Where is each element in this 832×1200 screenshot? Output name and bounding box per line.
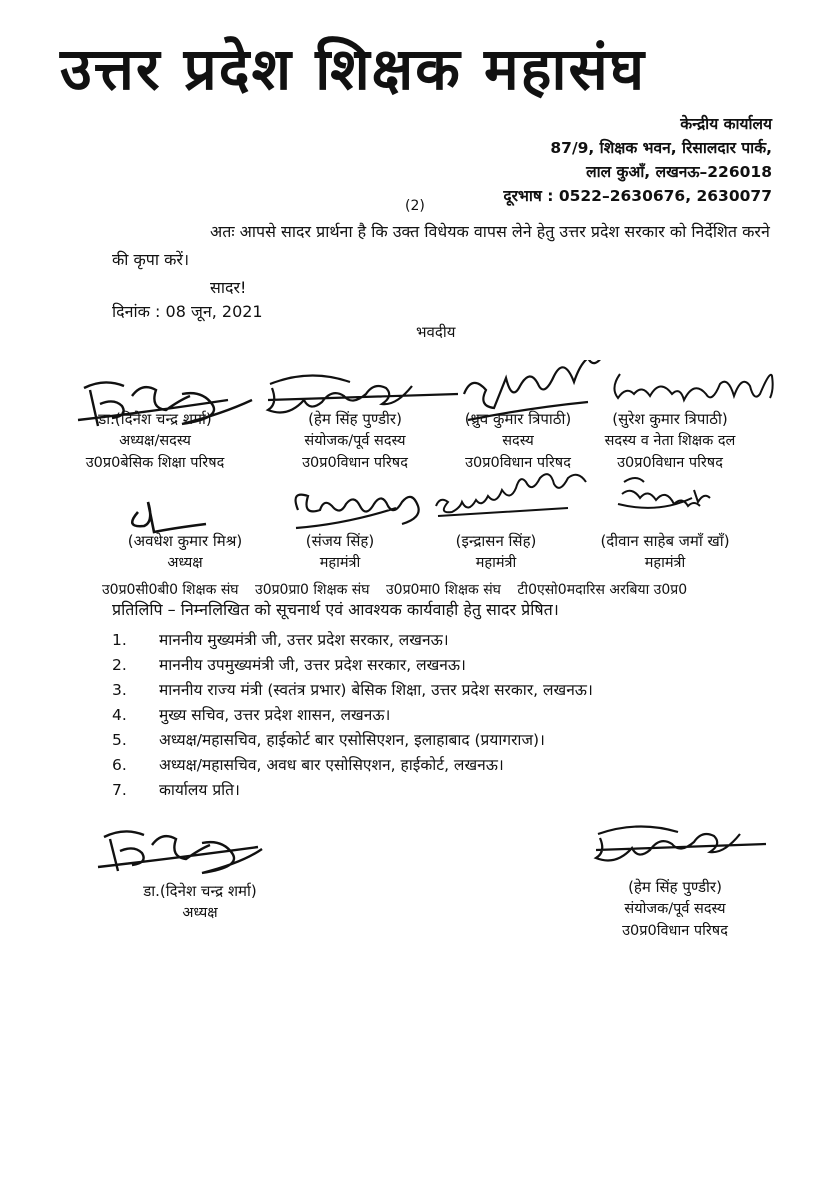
- footer-signatory-right: [575, 876, 775, 942]
- copy-to-list: [112, 628, 593, 803]
- signatory-role: अध्यक्ष: [182, 905, 218, 921]
- signatory-card: [570, 408, 770, 474]
- signatory-name: (हेम सिंह पुण्डीर): [628, 878, 722, 896]
- signatory-role: संयोजक/पूर्व सदस्य: [304, 433, 406, 449]
- item-text: माननीय मुख्यमंत्री जी, उत्तर प्रदेश सरकार, लखनऊ।: [159, 631, 449, 649]
- signatory-role: महामंत्री: [644, 555, 686, 571]
- signatory-org: उ0प्र0सी0बी0 शिक्षक संघ: [102, 582, 239, 598]
- signatory-card: [55, 408, 255, 474]
- signature-diwan: [618, 478, 710, 508]
- signatory-name: (संजय सिंह): [305, 532, 375, 550]
- signatory-name: (ध्रुव कुमार त्रिपाठी): [464, 410, 572, 428]
- signature-sanjay: [296, 495, 419, 528]
- body-paragraph: [112, 218, 772, 274]
- item-number: 2.: [112, 656, 127, 674]
- signature-avadhesh: [132, 502, 206, 532]
- item-number: 6.: [112, 756, 127, 774]
- signatory-org: टी0एसो0मदारिस अरबिया उ0प्र0: [517, 582, 688, 598]
- signature-indrasan: [436, 474, 586, 516]
- signatory-name: (अवधेश कुमार मिश्र): [127, 532, 243, 550]
- signatory-org-line: [102, 580, 699, 599]
- list-item: [112, 778, 593, 803]
- list-item: [112, 678, 593, 703]
- item-number: 7.: [112, 781, 127, 799]
- signatory-name: (इन्द्रासन सिंह): [455, 532, 537, 550]
- item-text: माननीय उपमुख्यमंत्री जी, उत्तर प्रदेश सरकार, लखनऊ।: [159, 656, 466, 674]
- item-number: 4.: [112, 706, 127, 724]
- letterhead-title: उत्तर प्रदेश शिक्षक महासंघ: [60, 35, 646, 103]
- signatory-role: सदस्य: [502, 433, 534, 449]
- item-text: अध्यक्ष/महासचिव, अवध बार एसोसिएशन, हाईकोर्ट, लखनऊ।: [159, 756, 504, 774]
- signatory-org: उ0प्र0विधान परिषद: [617, 455, 723, 471]
- footer-signature-left: [90, 815, 270, 885]
- signature-hem-singh: [268, 375, 458, 412]
- office-address: [503, 112, 772, 208]
- signatory-role: अध्यक्ष: [167, 555, 203, 571]
- item-text: मुख्य सचिव, उत्तर प्रदेश शासन, लखनऊ।: [159, 706, 391, 724]
- signatory-role: महामंत्री: [475, 555, 517, 571]
- yours-faithfully: भवदीय: [416, 323, 456, 341]
- signatory-name: डा.(दिनेश चन्द्र शर्मा): [143, 882, 257, 900]
- signatory-role: संयोजक/पूर्व सदस्य: [624, 901, 726, 917]
- signatory-org: उ0प्र0बेसिक शिक्षा परिषद: [85, 455, 225, 471]
- signatory-org: उ0प्र0विधान परिषद: [465, 455, 571, 471]
- page-number: (2): [405, 198, 425, 214]
- signatory-role: सदस्य व नेता शिक्षक दल: [604, 433, 736, 449]
- item-number: 1.: [112, 631, 127, 649]
- signatory-name: (दीवान साहेब जमाँ खाँ): [600, 532, 730, 550]
- list-item: [112, 703, 593, 728]
- closing: सादर!: [210, 278, 247, 297]
- copy-to-heading: प्रतिलिपि – निम्नलिखित को सूचनार्थ एवं आवश्यक कार्यवाही हेतु सादर प्रेषित।: [112, 600, 559, 619]
- office-line: केन्द्रीय कार्यालय: [680, 115, 772, 133]
- signatory-name: (हेम सिंह पुण्डीर): [308, 410, 402, 428]
- office-phone: दूरभाष : 0522–2630676, 2630077: [503, 187, 772, 205]
- signatory-name: (सुरेश कुमार त्रिपाठी): [612, 410, 728, 428]
- list-item: [112, 653, 593, 678]
- footer-signature-right: [590, 820, 770, 870]
- signatory-org: उ0प्र0विधान परिषद: [622, 923, 728, 939]
- list-item: [112, 753, 593, 778]
- list-item: [112, 728, 593, 753]
- footer-signatory-left: [95, 880, 305, 924]
- signatory-org: उ0प्र0विधान परिषद: [302, 455, 408, 471]
- letter-date: दिनांक : 08 जून, 2021: [112, 302, 263, 321]
- body-paragraph-block: [112, 218, 772, 302]
- office-line: 87/9, शिक्षक भवन, रिसालदार पार्क,: [550, 139, 772, 157]
- item-text: माननीय राज्य मंत्री (स्वतंत्र प्रभार) बेसिक शिक्षा, उत्तर प्रदेश सरकार, लखनऊ।: [159, 681, 593, 699]
- item-number: 3.: [112, 681, 127, 699]
- office-line: लाल कुआँ, लखनऊ–226018: [586, 163, 772, 181]
- item-number: 5.: [112, 731, 127, 749]
- item-text: अध्यक्ष/महासचिव, हाईकोर्ट बार एसोसिएशन, इलाहाबाद (प्रयागराज)।: [159, 731, 545, 749]
- signature-suresh: [614, 374, 772, 400]
- signatory-card: [565, 530, 765, 574]
- signatory-name: डा.(दिनेश चन्द्र शर्मा): [98, 410, 212, 428]
- item-text: कार्यालय प्रति।: [159, 781, 240, 799]
- signatory-role: अध्यक्ष/सदस्य: [119, 433, 191, 449]
- body-paragraph-text: अतः आपसे सादर प्रार्थना है कि उक्त विधेयक वापस लेने हेतु उत्तर प्रदेश सरकार को निर्देशित करने की कृपा करें।: [112, 222, 770, 269]
- list-item: [112, 628, 593, 653]
- signatory-org: उ0प्र0मा0 शिक्षक संघ: [386, 582, 501, 598]
- signatory-role: महामंत्री: [319, 555, 361, 571]
- signatory-org: उ0प्र0प्रा0 शिक्षक संघ: [255, 582, 370, 598]
